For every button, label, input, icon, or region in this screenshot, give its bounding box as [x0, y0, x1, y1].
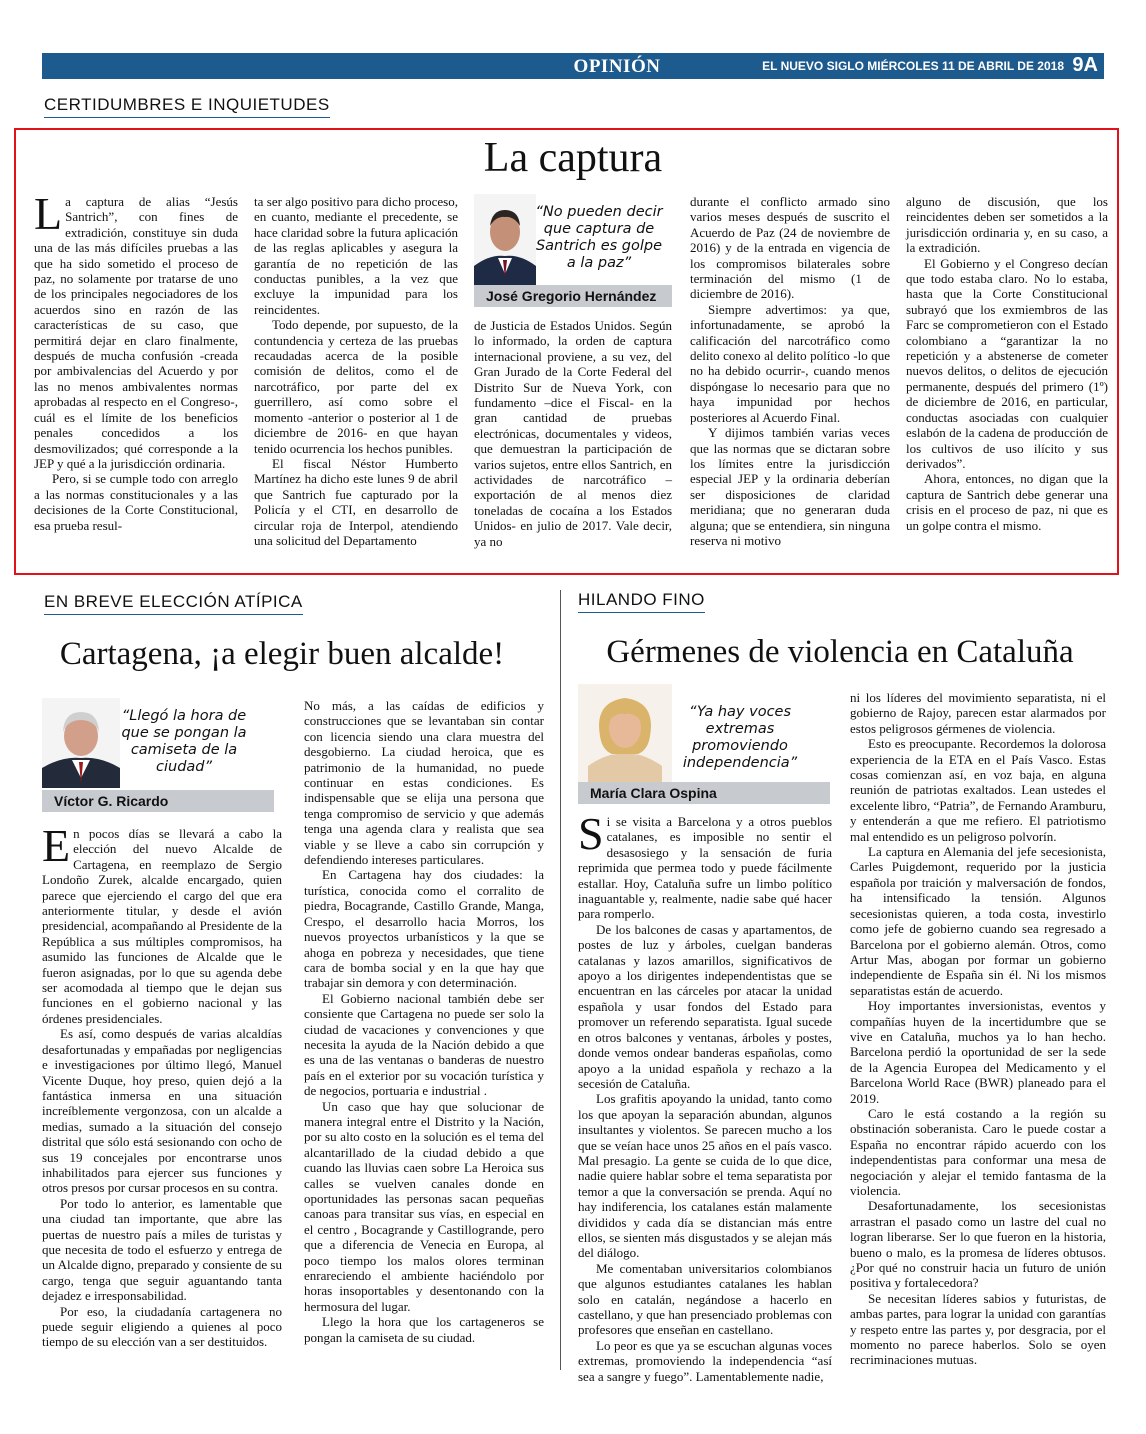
- article1-column-1: La captura de alias “Jesús Santrich”, con fines de extradición, constituye sin duda una de las más difíciles pruebas a las que ha sido sometido el proceso de paz, no solamente por tratarse de uno de los principales negociadores de los acuerdos sino en razón de las características de su caso, que permitirá dejar en claro finalmente, después de mucha confusión -creada por ambivalencias del Acuerdo y por las no menos ambivalentes normas aprobadas al respecto en el Congreso-, cuál es el límite de los beneficios penales concedidos a los desmovilizados; qué corresponde a la JEP y qué a la jurisdicción ordinaria. Pero, si se cumple todo con arreglo a las normas constitucionales y a las decisiones de la Corte Constitucional, esa prueba resul-: [34, 188, 238, 533]
- drop-cap: S: [578, 808, 604, 859]
- author-photo: [578, 684, 672, 784]
- article2-column-2: No más, a las caídas de edificios y construcciones que se levantaban sin contar con licencia siendo una clara muestra del desgobierno. La ciudad heroica, que es patrimonio de la humanidad, no puede continuar en estas condiciones. Es indispensable que se elija una persona que tenga compromiso de servicio y que además tenga una agenda clara y realista que sea viable y se lleve a cabo sin corrupción y defendiendo intereses particulares. En Cartagena hay dos ciudades: la turística, conocida como el corralito de piedra, Bocagrande, Castillo Grande, Manga, Crespo, el desarrollo hacia Morros, los nuevos proyectos urbanísticos y la que se ahoga en pobreza y necesidades, que tiene cara de bomba social y en la que hay que trabajar sin demora y con determinación. El Gobierno nacional también debe ser consiente que Cartagena no puede ser solo la ciudad de vacaciones y convenciones y que necesita la ayuda de la Nación debido a que es una de las ventanas o banderas de nuestro país en el exterior por su vocación turística y de negocios, portuaria e industrial . Un caso que hay que solucionar de manera integral entre el Distrito y la Nación, por su alto costo en la solución es el tema del alcantarillado de la ciudad debido a que cuando las lluvias caen sobre La Heroica sus calles se vuelven canales donde en oportunidades las personas sacan pequeñas canoas para transitar sus vías, en especial en el centro , Bocagrande y Castillogrande, pero que a diferencia de Venecia en Europa, al poco tiempo los malos olores terminan enrareciendo el ambiente haciéndolo por horas insoportables y desentonando con la hermosura del lugar. Llego la hora que los cartageneros se pongan la camiseta de su ciudad.: [304, 698, 544, 1345]
- article1-column-2: ta ser algo positivo para dicho proceso, en cuanto, mediante el precedente, se hace claridad sobre la futura aplicación de las reglas aplicables y asegura la garantía de no repetición de las conductas punibles, a la vez que excluye la impunidad para los reincidentes. Todo depende, por supuesto, de la contundencia y certeza de las pruebas recaudadas acerca de la posible comisión de delitos, como el de narcotráfico, por parte del ex guerrillero, así como sobre el momento -anterior o posterior al 1 de diciembre de 2016- en que hayan tenido ocurrencia los hechos punibles. El fiscal Néstor Humberto Martínez ha dicho este lunes 9 de abril que Santrich fue capturado por la Policía y el CTI, en desarrollo de circular roja de Interpol, atendiendo una solicitud del Departamento: [254, 194, 458, 548]
- article3-title: Gérmenes de violencia en Cataluña: [606, 634, 1074, 670]
- page-header-bar: [42, 53, 1104, 79]
- author-name-bar: María Clara Ospina: [578, 782, 830, 804]
- article3-column-2: ni los líderes del movimiento separatista, ni el gobierno de Rajoy, parecen estar alarmados por estos peligrosos gérmenes de violencia. Esto es preocupante. Recordemos la dolorosa experiencia de la ETA en el País Vasco. Estas cosas comienzan así, en voz baja, en alguna reunión de patriotas exaltados. Lean ustedes el excelente libro, “Patria”, de Fernando Aramburu, y entenderán a que me refiero. El patriotismo mal entendido es un peligroso polvorín. La captura en Alemania del jefe secesionista, Carles Puigdemont, requerido por la justicia española por traición y malversación de fondos, ha intensificado la tensión. Algunos secesionistas quieren, a toda costa, investirlo como jefe de gobierno cuando sea regresado a Barcelona por el gobierno alemán. Otros, como Artur Mas, abogan por formar un gobierno independiente de España sin él. Ni los mismos separatistas están de acuerdo. Hoy importantes inversionistas, eventos y compañías huyen de la incertidumbre que se vive en Cataluña, muchos ya lo han hecho. Barcelona perdió la oportunidad de ser la sede de la Agencia Europea del Medicamento y el Barcelona World Race (BWR) planeado para el 2019. Caro le está costando a la región su obstinación soberanista. Caro le puede costar a España no encontrar rápido acuerdo con los independentistas para conformar una mesa de negociación y alejar el temido fantasma de la violencia. Desafortunadamente, los secesionistas arrastran el pasado como un lastre del cual no logran liberarse. Ser lo que fueron en la historia, bueno o malo, es la promesa de líderes obtusos. ¿Por qué no construir hacia un futuro de unión positiva y fortalecedora? Se necesitan líderes sabios y futuristas, de ambas partes, para lograr la unidad con garantías y respeto entre las partes y, por desgracia, por el momento no parece haberlos. Solo se oyen recriminaciones mutuas.: [850, 690, 1106, 1368]
- article2-column-1: En pocos días se llevará a cabo la elección del nuevo Alcalde de Cartagena, en reemplazo de Sergio Londoño Zurek, alcalde encargado, quien parece que ejerciendo el cargo del que era anteriormente titular, y desde el avión presidencial, acompañando al Presidente de la República a sus múltiples compromisos, ha asumido las funciones de Alcalde que le fueron asignadas, por lo que su agenda debe ser acomodada al tiempo que le dejan sus funciones en el gobierno nacional y las órdenes presidenciales. Es así, como después de varias alcaldías desafortunadas y empañadas por negligencias e investigaciones por último llegó, Manuel Vicente Duque, hoy preso, quien dejó a la fantástica inmersa en una situación increíblemente vergonzosa, con un alcalde a medias, sumado a la situación del consejo distrital que sólo está sesionando con ocho de sus 19 concejales por encontrarse unos inhabilitados para ejercer sus funciones y otros presos por cursar procesos en su contra. Por todo lo anterior, es lamentable que una ciudad tan importante, que abre las puertas de nuestro país a miles de turistas y que necesita de todo el esfuerzo y entrega de un Alcalde digno, preparado y consiente de su cargo, tenga que seguir aguantando tanta dejadez e irresponsabilidad. Por eso, la ciudadanía cartagenera no puede seguir eligiendo a quienes al poco tiempo de su elección van a ser destituidos.: [42, 820, 282, 1350]
- article1-pull-quote: “No pueden decir que captura de Santrich es golpe a la paz”: [535, 204, 663, 271]
- article1-column-3: de Justicia de Estados Unidos. Según lo informado, la orden de captura internacional proviene, a su vez, del Gran Jurado de la Corte Federal del Distrito Sur de Nueva York, con fundamento –dice el Fiscal- en la gran cantidad de pruebas electrónicas, documentales y videos, que demuestran la participación de varios sujetos, entre ellos Santrich, en actividades de narcotráfico –exportación de al menos diez toneladas de cocaína a los Estados Unidos- en julio de 2017. Vale decir, ya no: [474, 318, 672, 549]
- article2-title: Cartagena, ¡a elegir buen alcalde!: [59, 636, 505, 672]
- drop-cap: L: [34, 188, 63, 239]
- author-name-bar: José Gregorio Hernández: [474, 285, 672, 307]
- column-divider: [560, 590, 561, 1370]
- article3-kicker: HILANDO FINO: [578, 590, 705, 613]
- man-portrait-icon: [42, 698, 120, 788]
- author-photo: [42, 698, 120, 788]
- article1-kicker: CERTIDUMBRES E INQUIETUDES: [44, 95, 330, 118]
- date-line: EL NUEVO SIGLO MIÉRCOLES 11 DE ABRIL DE 2018: [762, 59, 1064, 73]
- article3-column-1: Si se visita a Barcelona y a otros pueblos catalanes, es imposible no sentir el desasosiego y la sensación de furia reprimida que permea todo y puede fácilmente estallar. Hoy, Cataluña sufre un limbo político inaguantable y, realmente, nadie sabe qué hacer para romperlo. De los balcones de casas y apartamentos, de postes de luz y árboles, cuelgan banderas catalanas y lazos amarillos, significativos de apoyo a los dirigentes independentistas que se encuentran en las cárceles por atacar la unidad española y usar fondos del Estado para promover un referendo separatista. Igual sucede en otros balcones y ventanas, árboles y postes, donde vemos ondear banderas españolas, como apoyo a la unidad española y rechazo a la secesión de Cataluña. Los grafitis apoyando la unidad, tanto como los que apoyan la separación abundan, algunos insultantes y violentos. Se parecen mucho a los que se veían hace unos 25 años en el país vasco. Mal presagio. La gente se cuida de lo que dice, nadie quiere hablar sobre el tema separatista por temor a que la conversación se prenda. Aquí no hay indiferencia, los catalanes están malamente divididos y cada día se distancian más entre ellos, se sienten más disgustados y se alejan más del diálogo. Me comentaban universitarios colombianos que algunos estudiantes catalanes les hablan solo en catalán, negándose a hacerlo en castellano, y que han presenciado problemas con profesores que enseñan en castellano. Lo peor es que ya se escuchan algunas voces extremas, promoviendo la independencia “así sea a sangre y fuego”. Lamentablemente nadie,: [578, 808, 832, 1384]
- article2-kicker: EN BREVE ELECCIÓN ATÍPICA: [44, 592, 303, 615]
- author-photo: [474, 194, 536, 286]
- article1-column-5: alguno de discusión, que los reincidentes deben ser sometidos a la jurisdicción ordinaria y, en su caso, a la extradición. El Gobierno y el Congreso decían que todo estaba claro. No lo estaba, hasta que la Corte Constitucional subrayó que los exmiembros de las Farc se comprometieron con el Estado colombiano a “garantizar la no repetición y a abstenerse de cometer nuevos delitos, o delitos de ejecución permanente, después del primero (1º) de diciembre de 2016, en particular, conductas asociadas con cualquier eslabón de la cadena de producción de los cultivos de uso ilícito y sus derivados”. Ahora, entonces, no digan que la captura de Santrich debe generar una crisis en el proceso de paz, ni que es un golpe contra el mismo.: [906, 194, 1108, 533]
- section-name: OPINIÓN: [573, 56, 661, 77]
- article3-pull-quote: “Ya hay voces extremas promoviendo independencia”: [682, 704, 798, 771]
- woman-portrait-icon: [578, 684, 672, 784]
- article1-title: La captura: [483, 135, 663, 181]
- author-name-bar: Víctor G. Ricardo: [42, 790, 274, 812]
- page-number: 9A: [1072, 54, 1098, 76]
- article2-pull-quote: “Llegó la hora de que se pongan la camiseta de la ciudad”: [121, 708, 247, 775]
- article1-column-4: durante el conflicto armado sino varios meses después de suscrito el Acuerdo de Paz (24 de noviembre de 2016) y de la entrada en vigencia de los compromisos bilaterales sobre terminación del mismo (1 de diciembre de 2016). Siempre advertimos: ya que, infortunadamente, se aprobó la calificación del narcotráfico como delito conexo al delito político -lo que no ha debido ocurrir-, cuando menos dispóngase lo necesario para que no haya impunidad por hechos posteriores al Acuerdo Final. Y dijimos también varias veces que las normas que se dictaran sobre los límites entre la jurisdicción especial JEP y la ordinaria deberían ser disposiciones de claridad meridiana; que no generaran duda alguna; que se entendiera, sin ninguna reserva ni motivo: [690, 194, 890, 548]
- man-portrait-icon: [474, 194, 536, 286]
- drop-cap: E: [42, 820, 71, 871]
